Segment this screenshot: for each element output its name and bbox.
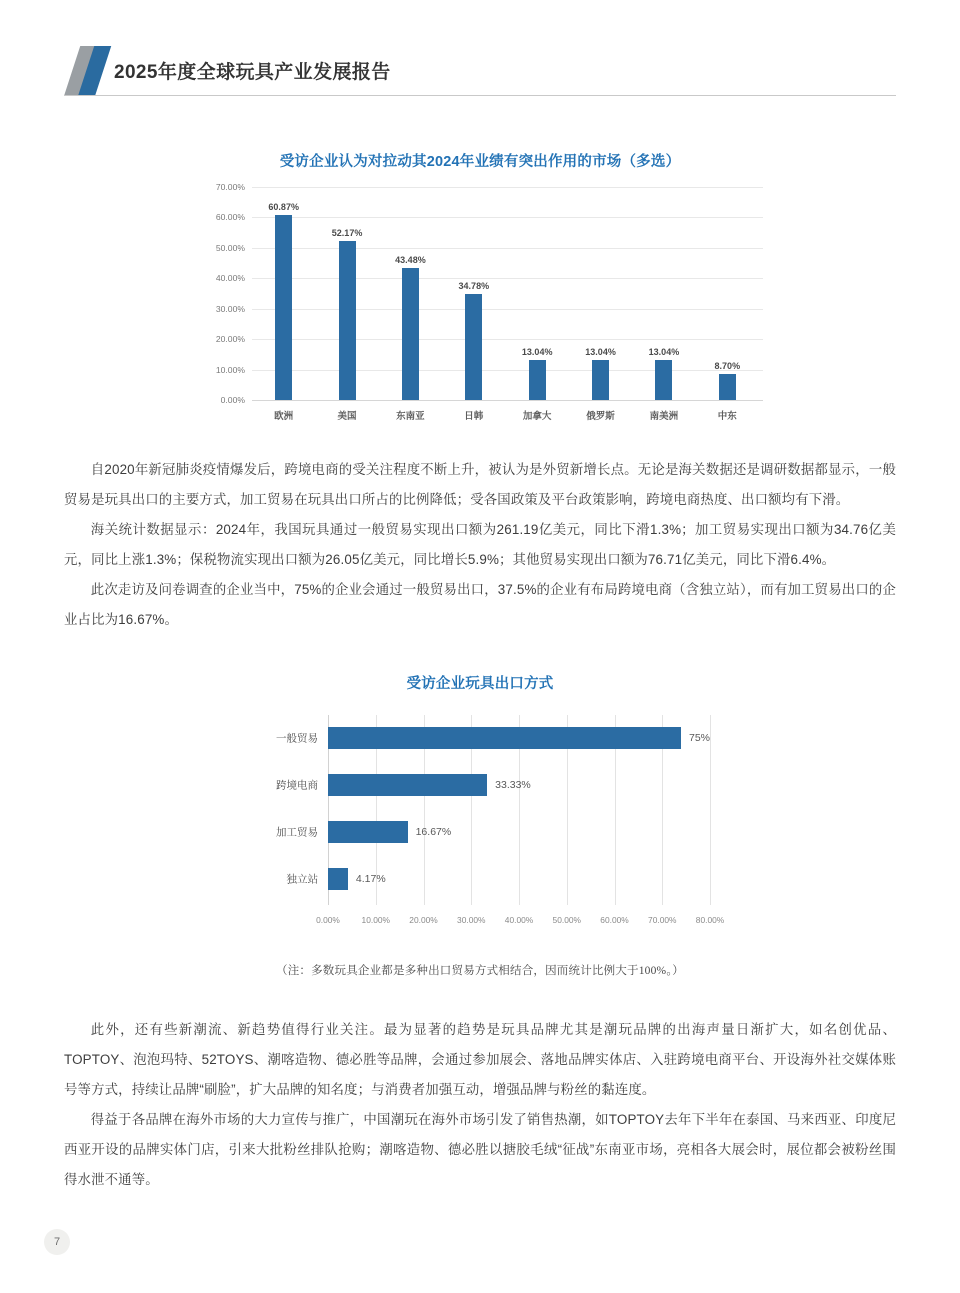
chart1-value-label: 13.04% — [521, 347, 553, 358]
chart1-bar — [275, 215, 292, 400]
chart1-ytick-label: 60.00% — [215, 212, 245, 223]
body-text-bottom — [64, 1015, 896, 1195]
chart1-value-label: 60.87% — [268, 201, 299, 212]
chart1-category-label: 日韩 — [464, 411, 484, 422]
chart1-bar-group — [632, 187, 695, 400]
chart1-bars — [252, 187, 759, 400]
chart2-gridline — [710, 715, 711, 905]
page-header — [0, 0, 960, 108]
chart2-value-label: 33.33% — [495, 779, 531, 791]
chart2-category-label: 独立站 — [286, 873, 318, 886]
chart2-bar-row — [328, 727, 710, 749]
chart1-ytick-label: 30.00% — [215, 303, 245, 314]
chart2-xtick-label: 50.00% — [552, 915, 581, 925]
chart2-value-label: 75% — [688, 732, 710, 744]
chart1-bar-group — [252, 187, 315, 400]
chart1-bar — [339, 241, 356, 400]
chart1-category-label: 东南亚 — [396, 411, 425, 422]
chart2-bar-row — [328, 821, 710, 843]
chart1-bar-group — [569, 187, 632, 400]
chart-market-contribution — [0, 150, 960, 427]
chart1-title: 受访企业认为对拉动其2024年业绩有突出作用的市场（多选） — [279, 154, 681, 170]
chart2-rows — [276, 715, 710, 905]
chart1-ytick-label: 0.00% — [220, 395, 245, 405]
body-text-top — [64, 455, 896, 635]
paragraph-3: 此次走访及问卷调查的企业当中，75%的企业会通过一般贸易出口，37.5%的企业有布局跨境电商（含独立站），而有加工贸易出口的企业占比为16.67%。 — [64, 582, 896, 627]
chart2-category-label: 跨境电商 — [276, 779, 318, 792]
chart2-bar — [328, 821, 408, 843]
chart2-bar — [328, 727, 681, 749]
chart2-xtick-label: 10.00% — [361, 915, 390, 925]
slash-mark-icon — [64, 46, 118, 96]
chart1-value-label: 34.78% — [458, 281, 490, 292]
chart-export-modes — [0, 672, 960, 933]
chart1-value-label: 43.48% — [395, 254, 426, 265]
paragraph-4: 此外，还有些新潮流、新趋势值得行业关注。最为显著的趋势是玩具品牌尤其是潮玩品牌的出海声量日渐扩大，如名创优品、TOPTOY、泡泡玛特、52TOYS、潮喀造物、德必胜等品牌，会通过参加展会、落地品牌实体店、入驻跨境电商平台、开设海外社交媒体账号等方式，持续让品牌“刷脸”，扩大品牌的知名度；与消费者加强互动，增强品牌与粉丝的黏连度。 — [64, 1022, 896, 1097]
chart1-bar — [402, 268, 419, 400]
chart1-bar-group — [315, 187, 378, 400]
chart1-bar — [465, 294, 482, 400]
chart1-value-label: 13.04% — [648, 347, 680, 358]
chart2-bar-row — [328, 868, 710, 890]
chart1-ytick-label: 20.00% — [215, 334, 245, 345]
page-number: 7 — [44, 1229, 70, 1255]
paragraph-2: 海关统计数据显示：2024年，我国玩具通过一般贸易实现出口额为261.19亿美元，同比下滑1.3%；加工贸易实现出口额为34.76亿美元，同比上涨1.3%；保税物流实现出口额为26.05亿美元，同比增长5.9%；其他贸易实现出口额为76.71亿美元，同比下滑6.4%。 — [64, 522, 896, 567]
chart2-xtick-label: 70.00% — [648, 915, 677, 925]
chart1-ytick-label: 40.00% — [215, 273, 245, 284]
paragraph-1: 自2020年新冠肺炎疫情爆发后，跨境电商的受关注程度不断上升，被认为是外贸新增长点。无论是海关数据还是调研数据都显示，一般贸易是玩具出口的主要方式，加工贸易在玩具出口所占的比例降低；受各国政策及平台政策影响，跨境电商热度、出口额均有下滑。 — [64, 462, 896, 507]
page-title: 2025年度全球玩具产业发展报告 — [114, 62, 391, 83]
chart2-bar-row — [328, 774, 710, 796]
chart1-bar — [719, 374, 736, 400]
chart2-note: （注：多数玩具企业都是多种出口贸易方式相结合，因而统计比例大于100%。） — [276, 965, 684, 977]
chart1-category-label: 美国 — [337, 411, 357, 422]
chart2-xtick-label: 0.00% — [316, 915, 340, 925]
chart2-value-label: 4.17% — [355, 873, 386, 885]
chart2-xtick-label: 30.00% — [457, 915, 486, 925]
chart1-value-label: 8.70% — [714, 360, 741, 371]
chart2-title: 受访企业玩具出口方式 — [406, 676, 554, 692]
chart2-bar — [328, 774, 487, 796]
chart1-bar-group — [442, 187, 505, 400]
chart2-bar — [328, 868, 348, 890]
chart1-bar-group — [696, 187, 759, 400]
chart2-xtick-label: 20.00% — [409, 915, 438, 925]
header-divider — [64, 95, 896, 96]
chart1-bar — [592, 360, 609, 400]
chart2-xtick-label: 60.00% — [600, 915, 629, 925]
chart1-gridline — [252, 400, 763, 401]
chart1-bar-group — [506, 187, 569, 400]
paragraph-5: 得益于各品牌在海外市场的大力宣传与推广，中国潮玩在海外市场引发了销售热潮，如TOPTOY去年下半年在泰国、马来西亚、印度尼西亚开设的品牌实体门店，引来大批粉丝排队抢购；潮喀造物、德必胜以搪胶毛绒“征战”东南亚市场，亮相各大展会时，展位都会被粉丝围得水泄不通等。 — [64, 1112, 896, 1187]
chart2-xtick-label: 40.00% — [504, 915, 534, 925]
chart1-category-label: 俄罗斯 — [586, 411, 615, 422]
chart2-value-label: 16.67% — [415, 826, 452, 838]
chart1-category-label: 中东 — [717, 411, 737, 422]
chart1-bar — [655, 360, 672, 400]
chart1-category-label: 南美洲 — [649, 411, 679, 422]
chart1-value-label: 13.04% — [585, 347, 616, 358]
chart1-category-label: 加拿大 — [522, 411, 552, 422]
chart1-bar-group — [379, 187, 442, 400]
chart2-category-label: 加工贸易 — [276, 826, 318, 839]
chart1-category-label: 欧洲 — [274, 411, 294, 422]
chart1-ytick-label: 70.00% — [215, 182, 245, 192]
chart2-category-label: 一般贸易 — [276, 732, 318, 745]
chart2-xticks — [316, 909, 725, 933]
chart2-xtick-label: 80.00% — [695, 915, 725, 925]
chart1-ytick-label: 10.00% — [215, 364, 245, 375]
chart1-bar — [529, 360, 546, 400]
chart1-value-label: 52.17% — [331, 228, 363, 239]
chart1-ytick-label: 50.00% — [215, 242, 245, 253]
chart1-category-labels — [252, 403, 759, 427]
